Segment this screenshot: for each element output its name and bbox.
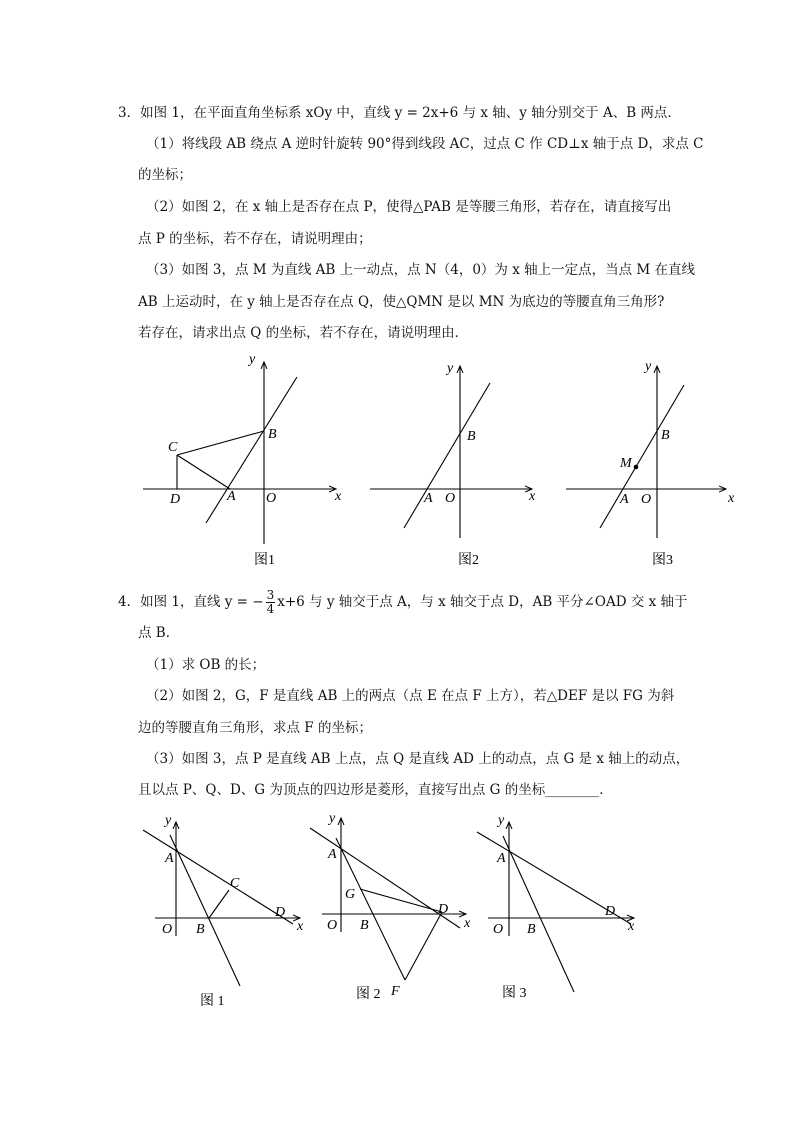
fraction [266, 589, 276, 616]
label-o: O [641, 492, 652, 507]
p4-line-1 [118, 589, 688, 616]
point-m [634, 465, 639, 470]
line-ab [404, 383, 490, 528]
label-o: O [445, 491, 456, 506]
label-o: O [327, 918, 338, 933]
fraction-denominator: 4 [266, 602, 275, 616]
segment-gd [360, 889, 442, 912]
p4-figure-2 [310, 818, 466, 980]
figure-caption: 图2 [458, 553, 479, 568]
label-m: M [620, 456, 632, 471]
p3-line-1: 3．如图 1，在平面直角坐标系 xOy 中，直线 y = 2x+6 与 x 轴、y 轴分别交于 A、B 两点． [118, 105, 681, 121]
p3-line-4: （2）如图 2，在 x 轴上是否存在点 P，使得△PAB 是等腰三角形，若存在，请直接写出 [146, 199, 672, 215]
label-x: x [335, 489, 342, 504]
p4-line-7: 且以点 P、Q、D、G 为顶点的四边形是菱形，直接写出点 G 的坐标________． [138, 782, 613, 798]
label-o: O [266, 491, 277, 506]
label-y: y [249, 352, 256, 367]
p4-line-3: （1）求 OB 的长； [146, 657, 266, 673]
label-d: D [605, 904, 616, 919]
label-f: F [391, 984, 400, 999]
label-d: D [438, 902, 449, 917]
label-d: D [170, 492, 181, 507]
label-x: x [297, 919, 304, 934]
label-x: x [728, 491, 735, 506]
line-ab [503, 836, 574, 992]
label-x: x [529, 489, 536, 504]
p4-line-1-suffix: x+6 与 y 轴交于点 A，与 x 轴交于点 D，AB 平分∠OAD 交 x 轴于 [277, 594, 688, 610]
label-a: A [497, 851, 506, 866]
label-a: A [227, 489, 236, 504]
label-b: B [467, 429, 476, 444]
segment-ca [177, 455, 230, 489]
label-d: D [275, 905, 286, 920]
p4-figure-1 [143, 822, 300, 986]
p4-line-4: （2）如图 2，G，F 是直线 AB 上的两点（点 E 在点 F 上方），若△DEF 是以 FG 为斜 [146, 688, 675, 704]
label-a: A [328, 847, 337, 862]
label-c: C [230, 876, 240, 891]
p3-figure-3 [566, 366, 726, 538]
line-ab [170, 835, 240, 986]
label-b: B [360, 918, 369, 933]
p4-line-5: 边的等腰直角三角形，求点 F 的坐标； [138, 720, 372, 736]
p3-line-2: （1）将线段 AB 绕点 A 逆时针旋转 90°得到线段 AC，过点 C 作 CD⊥x 轴于点 D，求点 C [146, 136, 704, 152]
label-b: B [196, 922, 205, 937]
label-x: x [464, 916, 471, 931]
label-g: G [345, 887, 356, 902]
p3-line-6: （3）如图 3，点 M 为直线 AB 上一动点，点 N（4，0）为 x 轴上一定点，当点 M 在直线 [146, 262, 696, 278]
label-x: x [628, 919, 635, 934]
label-y: y [498, 813, 505, 828]
p3-line-3: 的坐标； [138, 167, 192, 183]
segment-df [405, 912, 442, 980]
label-y: y [329, 811, 336, 826]
figure-caption: 图 2 [356, 987, 381, 1002]
label-b: B [268, 427, 277, 442]
line-ad [143, 830, 293, 924]
label-a: A [165, 851, 174, 866]
p4-figures [0, 800, 794, 1020]
figure-caption: 图 3 [502, 986, 527, 1001]
p3-figures [0, 340, 794, 580]
p4-line-1-prefix: 4．如图 1，直线 y = − [118, 594, 264, 610]
fraction-numerator: 3 [266, 588, 275, 602]
p4-line-6: （3）如图 3，点 P 是直线 AB 上点，点 Q 是直线 AD 上的动点，点 G 是 x 轴上的动点， [146, 751, 690, 767]
label-a: A [424, 491, 433, 506]
figure-caption: 图1 [254, 553, 275, 568]
p4-line-2: 点 B． [138, 625, 180, 641]
p3-figure-2 [370, 366, 532, 538]
label-b: B [661, 428, 670, 443]
label-o: O [162, 922, 173, 937]
label-y: y [447, 361, 454, 376]
p3-line-8: 若存在，请求出点 Q 的坐标，若不存在，请说明理由． [138, 325, 469, 341]
label-y: y [645, 359, 652, 374]
line-ab [336, 838, 405, 980]
figure-caption: 图 1 [200, 994, 225, 1009]
p3-line-7: AB 上运动时，在 y 轴上是否存在点 Q，使△QMN 是以 MN 为底边的等腰直角三角形? [138, 294, 665, 310]
line-ab [206, 377, 297, 523]
label-y: y [165, 813, 172, 828]
figure-caption: 图3 [652, 553, 673, 568]
label-c: C [168, 440, 178, 455]
label-o: O [493, 922, 504, 937]
p3-line-5: 点 P 的坐标，若不存在，请说明理由； [138, 231, 372, 247]
segment-bc [209, 890, 229, 918]
label-a: A [620, 492, 629, 507]
label-b: B [527, 922, 536, 937]
